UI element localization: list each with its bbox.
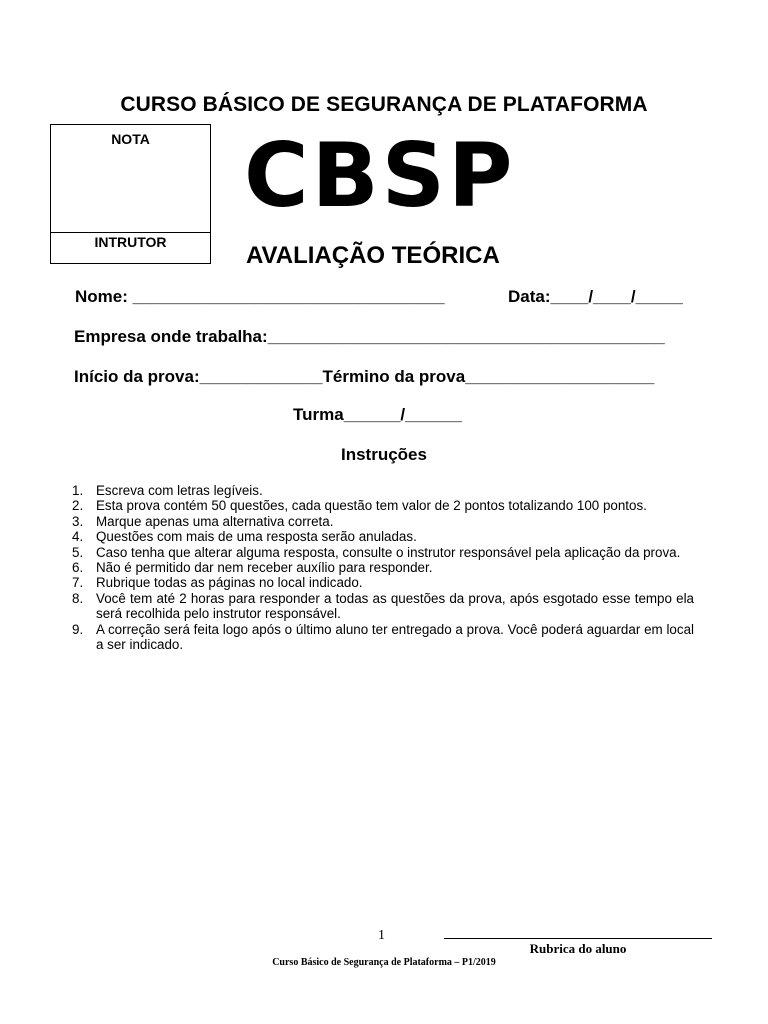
list-item <box>72 483 694 498</box>
name-field[interactable]: Nome: _________________________________ <box>75 287 445 306</box>
grade-box <box>50 124 211 264</box>
list-item-number: 5. <box>72 544 84 560</box>
exam-time-field[interactable]: Início da prova:_____________Término da prova____________________ <box>74 367 655 386</box>
list-item <box>72 545 694 560</box>
list-item-number: 2. <box>72 498 84 514</box>
list-item-text: Marque apenas uma alternativa correta. <box>96 513 334 529</box>
list-item-text: Não é permitido dar nem receber auxílio para responder. <box>96 560 433 576</box>
page-number: 1 <box>378 928 385 943</box>
list-item-text: Esta prova contém 50 questões, cada questão tem valor de 2 pontos totalizando 100 pontos. <box>96 498 647 514</box>
list-item-number: 6. <box>72 560 84 576</box>
list-item-number: 7. <box>72 575 84 591</box>
list-item <box>72 560 694 575</box>
list-item <box>72 591 694 622</box>
signature-line[interactable] <box>444 938 712 939</box>
exam-type-title: AVALIAÇÃO TEÓRICA <box>246 242 500 269</box>
instructions-title: Instruções <box>341 445 427 464</box>
class-field[interactable]: Turma______/______ <box>293 405 462 424</box>
instructions-list <box>72 483 694 652</box>
course-title: CURSO BÁSICO DE SEGURANÇA DE PLATAFORMA <box>120 93 648 116</box>
list-item-number: 4. <box>72 529 84 545</box>
grade-label: NOTA <box>111 131 150 147</box>
list-item <box>72 514 694 529</box>
list-item-text: Questões com mais de uma resposta serão anuladas. <box>96 529 417 545</box>
date-field[interactable]: Data:____/____/_____ <box>508 287 683 306</box>
instructor-label: INTRUTOR <box>94 234 167 250</box>
list-item-text: A correção será feita logo após o último aluno ter entregado a prova. Você poderá aguardar em local a ser indicado. <box>96 621 694 653</box>
list-item-text: Escreva com letras legíveis. <box>96 483 263 498</box>
list-item <box>72 575 694 590</box>
company-field[interactable]: Empresa onde trabalha:__________________________________________ <box>74 327 665 346</box>
list-item-text: Você tem até 2 horas para responder a todas as questões da prova, após esgotado esse tempo ela será recolhida pelo instrutor responsável. <box>96 590 694 622</box>
list-item-number: 8. <box>72 590 84 606</box>
list-item-text: Caso tenha que alterar alguma resposta, consulte o instrutor responsável pela aplicação da prova. <box>96 544 681 560</box>
list-item <box>72 498 694 513</box>
list-item-number: 9. <box>72 621 84 637</box>
course-acronym: CBSP <box>244 124 516 227</box>
grade-box-divider <box>51 232 210 233</box>
signature-label: Rubrica do aluno <box>529 941 627 956</box>
list-item <box>72 622 694 653</box>
list-item-number: 3. <box>72 513 84 529</box>
list-item-number: 1. <box>72 483 84 498</box>
list-item-text: Rubrique todas as páginas no local indicado. <box>96 575 363 591</box>
list-item <box>72 529 694 544</box>
footer-text: Curso Básico de Segurança de Plataforma – P1/2019 <box>272 957 496 968</box>
